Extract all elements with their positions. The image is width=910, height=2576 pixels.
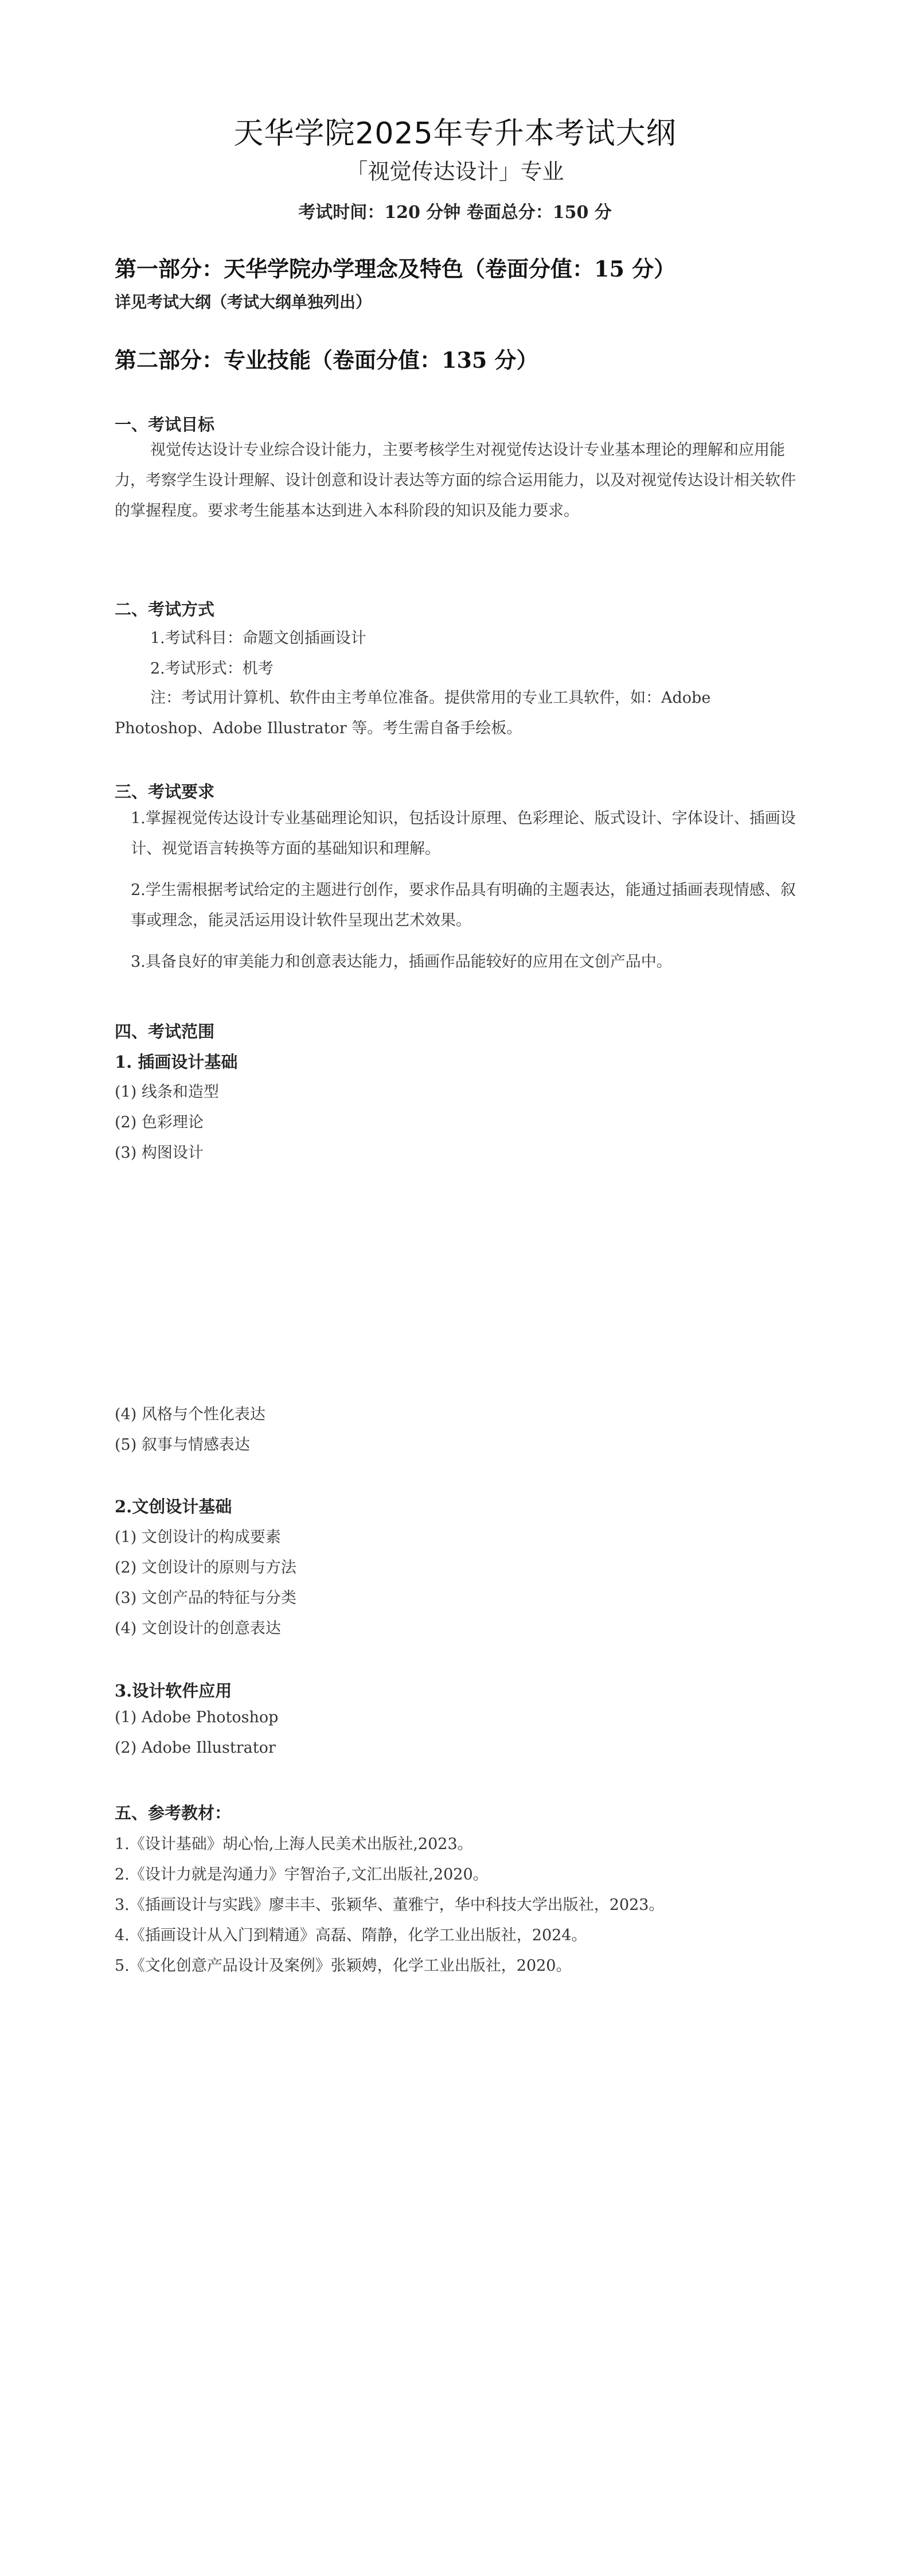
exam-info: 考试时间：120 分钟 卷面总分：150 分: [298, 203, 612, 223]
section2-item-form: 2.考试形式：机考: [150, 660, 274, 678]
list-item: (1) 线条和造型: [115, 1083, 219, 1101]
section4-heading: 四、考试范围: [115, 1022, 215, 1041]
reference-item: 1.《设计基础》胡心怡,上海人民美术出版社,2023。: [115, 1835, 473, 1853]
section1-heading: 一、考试目标: [115, 415, 215, 434]
part1-heading: 第一部分：天华学院办学理念及特色（卷面分值：15 分）: [115, 256, 676, 282]
section1-body: 视觉传达设计专业综合设计能力，主要考核学生对视觉传达设计专业基本理论的理解和应用能力，考察学生设计理解、设计创意和设计表达等方面的综合运用能力，以及对视觉传达设计相关软件的掌握程度。要求考生能基本达到进入本科阶段的知识及能力要求。: [115, 441, 796, 520]
list-item: (3) 文创产品的特征与分类: [115, 1589, 296, 1607]
section3-heading: 三、考试要求: [115, 782, 215, 801]
section3-item-3: 3.具备良好的审美能力和创意表达能力，插画作品能较好的应用在文创产品中。: [131, 953, 672, 971]
section5-heading: 五、参考教材：: [115, 1803, 232, 1823]
reference-item: 2.《设计力就是沟通力》宇智治子,文汇出版社,2020。: [115, 1866, 489, 1884]
page-title: 天华学院2025年专升本考试大纲: [233, 116, 677, 151]
page-subtitle: 「视觉传达设计」专业: [346, 159, 564, 184]
list-item: (4) 文创设计的创意表达: [115, 1620, 281, 1637]
list-item: (2) Adobe Illustrator: [115, 1739, 276, 1757]
section2-note: 注：考试用计算机、软件由主考单位准备。提供常用的专业工具软件，如：Adobe Photoshop、Adobe Illustrator 等。考生需自备手绘板。: [115, 689, 711, 737]
section4-sub1-heading: 1. 插画设计基础: [115, 1052, 238, 1072]
reference-item: 5.《文化创意产品设计及案例》张颖娉，化学工业出版社，2020。: [115, 1957, 572, 1975]
list-item: (1) 文创设计的构成要素: [115, 1528, 281, 1546]
section3-item-2: 2.学生需根据考试给定的主题进行创作，要求作品具有明确的主题表达，能通过插画表现情感、叙事或理念，能灵活运用设计软件呈现出艺术效果。: [131, 881, 796, 929]
list-item: (5) 叙事与情感表达: [115, 1436, 250, 1454]
list-item: (2) 色彩理论: [115, 1114, 204, 1131]
list-item: (1) Adobe Photoshop: [115, 1709, 279, 1726]
list-item: (3) 构图设计: [115, 1144, 204, 1162]
reference-item: 3.《插画设计与实践》廖丰丰、张颖华、董雅宁，华中科技大学出版社，2023。: [115, 1896, 665, 1914]
section2-heading: 二、考试方式: [115, 600, 215, 619]
section4-sub2-heading: 2.文创设计基础: [115, 1497, 232, 1516]
list-item: (4) 风格与个性化表达: [115, 1406, 265, 1423]
section4-sub3-heading: 3.设计软件应用: [115, 1681, 232, 1701]
section3-item-1: 1.掌握视觉传达设计专业基础理论知识，包括设计原理、色彩理论、版式设计、字体设计、插画设计、视觉语言转换等方面的基础知识和理解。: [131, 810, 796, 858]
part1-note: 详见考试大纲（考试大纲单独列出）: [115, 293, 372, 312]
list-item: (2) 文创设计的原则与方法: [115, 1559, 296, 1577]
section2-item-subject: 1.考试科目：命题文创插画设计: [150, 629, 366, 647]
part2-heading: 第二部分：专业技能（卷面分值：135 分）: [115, 347, 538, 373]
reference-item: 4.《插画设计从入门到精通》高磊、隋静，化学工业出版社，2024。: [115, 1927, 587, 1944]
